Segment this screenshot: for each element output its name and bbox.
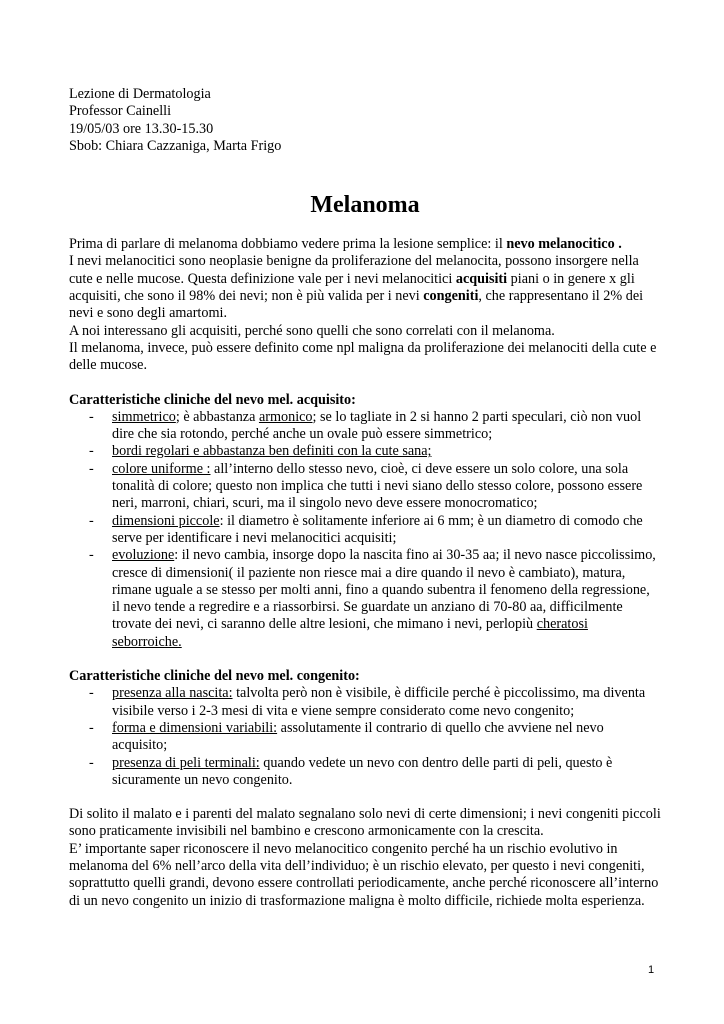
spacer <box>69 789 661 806</box>
list-item <box>69 685 661 720</box>
intro-text: I nevi melanocitici sono neoplasie benigne da proliferazione del melanocita, possono insorgere nella cute e nelle mucose. Questa definizione vale per i nevi melanocitici <box>69 253 639 287</box>
list-item <box>69 409 661 444</box>
document-page <box>69 86 661 910</box>
intro-text: Prima di parlare di melanoma dobbiamo vedere prima la lesione semplice: il <box>69 236 507 253</box>
item-term: bordi regolari e abbastanza ben definiti con la cute sana; <box>112 443 432 460</box>
item-term: evoluzione <box>112 547 175 564</box>
list-item <box>69 461 661 513</box>
item-term: simmetrico <box>112 408 176 425</box>
closing-paragraph-2: E’ importante saper riconoscere il nevo melanocitico congenito perché ha un rischio evolutivo in melanoma del 6% nell’arco della vita dell’individuo; è un rischio elevato, per questo i nevi congeniti, soprattutto quelli grandi, devono essere controllati periodicamente, anche perché riconoscere all’interno di un nevo congenito un inizio di trasformazione maligna è molto difficile, richiede molta esperienza. <box>69 840 659 909</box>
list-item <box>69 547 661 651</box>
item-text: : il nevo cambia, insorge dopo la nascita fino ai 30-35 aa; il nevo nasce piccolissimo, cresce di dimensioni( il paziente non riesce mai a dire quando il nevo è cambiato), matura, rimane uguale a se stesso per molti anni, fino a quando subentra il fenomeno della regressione, il nevo tende a regredire e a riassorbirsi. Se guardate un anziano di 70-80 aa, difficilmente trovate dei nevi, ci saranno delle altre lesioni, che mimano i nevi, perlopiù <box>112 547 656 633</box>
item-text: quando vedete un nevo con dentro delle parti di peli, questo è sicuramente un nevo congenito. <box>112 754 613 788</box>
item-text: assolutamente il contrario di quello che avviene nel nevo acquisito; <box>112 719 604 754</box>
acquired-heading: Caratteristiche cliniche del nevo mel. acquisito: <box>69 391 356 408</box>
intro-text: piani o in genere x gli acquisiti, che sono il 98% dei nevi; non è più valida per i nevi <box>69 270 635 305</box>
item-text: talvolta però non è visibile, è difficile perché è piccolissimo, ma diventa visibile verso i 2-3 mesi di vita e viene sempre considerato come nevo congenito; <box>112 685 646 719</box>
document-header <box>69 86 661 155</box>
list-item <box>69 755 661 790</box>
congenital-heading: Caratteristiche cliniche del nevo mel. congenito: <box>69 668 360 685</box>
intro-paragraph-1 <box>69 236 661 253</box>
spacer <box>69 651 661 668</box>
intro-text: , che rappresentano il 2% dei nevi e sono degli amartomi. <box>69 288 644 322</box>
list-item <box>69 513 661 548</box>
page-number: 1 <box>648 964 655 976</box>
list-item <box>69 443 661 460</box>
header-date: 19/05/03 ore 13.30-15.30 <box>69 120 214 137</box>
item-term: presenza alla nascita: <box>112 685 233 702</box>
acquired-list <box>69 409 661 651</box>
item-term: dimensioni piccole <box>112 512 220 529</box>
item-text: ; se lo tagliate in 2 si hanno 2 parti speculari, ciò non vuol dire che sia rotondo, perché anche un ovale può essere simmetrico; <box>112 408 642 443</box>
header-authors: Sbob: Chiara Cazzaniga, Marta Frigo <box>69 137 282 154</box>
item-term: armonico <box>258 408 313 425</box>
item-term: presenza di peli terminali: <box>112 754 260 771</box>
intro-bold-congenital: congeniti <box>423 288 479 305</box>
page-title: Melanoma <box>310 192 420 219</box>
item-text: : il diametro è solitamente inferiore ai 6 mm; è un diametro di comodo che serve per identificare i nevi melanocitici acquisiti; <box>112 512 643 546</box>
intro-paragraph-2 <box>69 253 661 322</box>
congenital-list <box>69 685 661 789</box>
header-course: Lezione di Dermatologia <box>69 86 211 102</box>
spacer <box>69 375 661 392</box>
item-term: forma e dimensioni variabili: <box>112 719 278 736</box>
closing-paragraph-1: Di solito il malato e i parenti del malato segnalano solo nevi di certe dimensioni; i nevi congeniti piccoli sono praticamente invisibili nel bambino e crescono armonicamente con la crescita. <box>69 806 661 840</box>
item-text: all’interno dello stesso nevo, cioè, ci deve essere un solo colore, una sola tonalità di colore; questo non implica che tutti i nevi siano dello stesso colore, possono essere neri, marroni, chiari, scuri, ma il singolo nevo deve essere monocromatico; <box>112 460 643 512</box>
item-text: ; è abbastanza <box>175 408 259 425</box>
intro-bold-acquired: acquisiti <box>455 270 508 287</box>
intro-paragraph-4: Il melanoma, invece, può essere definito come npl maligna da proliferazione dei melanociti della cute e delle mucose. <box>69 339 657 374</box>
header-professor: Professor Cainelli <box>69 103 172 120</box>
item-term: colore uniforme : <box>112 460 211 477</box>
list-item <box>69 720 661 755</box>
intro-bold-term: nevo melanocitico . <box>506 236 622 253</box>
intro-paragraph-3: A noi interessano gli acquisiti, perché sono quelli che sono correlati con il melanoma. <box>69 322 555 339</box>
item-term: cheratosi seborroiche. <box>112 616 588 650</box>
